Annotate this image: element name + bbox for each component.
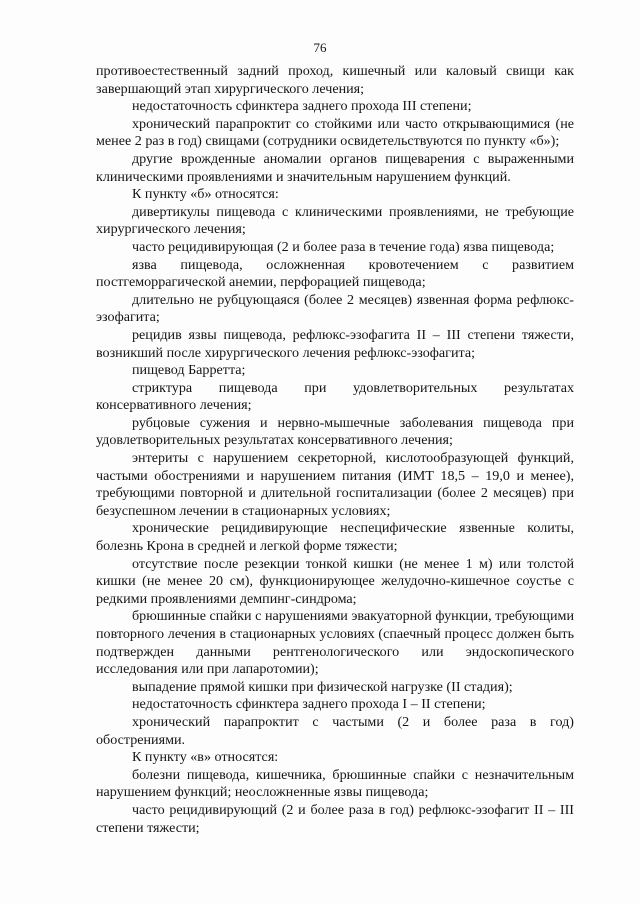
paragraph: пищевод Барретта; xyxy=(132,362,246,379)
paragraph: часто рецидивирующая (2 и более раза в течение года) язва пищевода; xyxy=(132,238,555,255)
paragraph: рецидив язвы пищевода, рефлюкс-эзофагита II – III степени тяжести, возникший после хирургического лечения рефлюкс-эзофагита; xyxy=(96,326,574,361)
paragraph: рубцовые сужения и нервно-мышечные заболевания пищевода при удовлетворительных результатах консервативного лечения; xyxy=(96,414,574,449)
section-heading-v: К пункту «в» относятся: xyxy=(132,749,279,766)
paragraph: хронические рецидивирующие неспецифические язвенные колиты, болезнь Крона в средней и легкой форме тяжести; xyxy=(96,520,574,555)
paragraph: недостаточность сфинктера заднего прохода I – II степени; xyxy=(132,696,486,713)
paragraph: язва пищевода, осложненная кровотечением с развитием постгеморрагической анемии, перфорацией пищевода; xyxy=(96,256,574,291)
paragraph: болезни пищевода, кишечника, брюшинные спайки с незначительным нарушением функций; неосложненные язвы пищевода; xyxy=(96,766,574,801)
page-number: 76 xyxy=(313,40,327,55)
document-body xyxy=(96,63,574,837)
paragraph: другие врожденные аномалии органов пищеварения с выраженными клиническими проявлениями и значительным нарушением функций. xyxy=(96,150,574,185)
paragraph: хронический парапроктит с частыми (2 и более раза в год) обострениями. xyxy=(96,713,574,748)
paragraph: отсутствие после резекции тонкой кишки (не менее 1 м) или толстой кишки (не менее 20 см), функционирующее желудочно-кишечное соустье с редкими проявлениями демпинг-синдрома; xyxy=(96,555,574,607)
paragraph: противоестественный задний проход, кишечный или каловый свищи как завершающий этап хирургического лечения; xyxy=(96,63,574,97)
paragraph: выпадение прямой кишки при физической нагрузке (II стадия); xyxy=(132,678,513,695)
paragraph: стриктура пищевода при удовлетворительных результатах консервативного лечения; xyxy=(96,379,574,414)
section-heading-b: К пункту «б» относятся: xyxy=(132,186,279,203)
paragraph: хронический парапроктит со стойкими или часто открывающимися (не менее 2 раз в год) свищами (сотрудники освидетельствуются по пункту «б»); xyxy=(96,115,574,150)
paragraph: дивертикулы пищевода с клиническими проявлениями, не требующие хирургического лечения; xyxy=(96,203,574,238)
paragraph: недостаточность сфинктера заднего прохода III степени; xyxy=(132,98,472,115)
paragraph: брюшинные спайки с нарушениями эвакуаторной функции, требующими повторного лечения в стационарных условиях (спаечный процесс должен быть подтвержден данными рентгенологического или эндоскопического исследования или при лапаротомии); xyxy=(96,608,574,678)
paragraph: часто рецидивирующий (2 и более раза в год) рефлюкс-эзофагит II – III степени тяжести; xyxy=(96,801,574,836)
paragraph: энтериты с нарушением секреторной, кислотообразующей функций, частыми обострениями и нарушением питания (ИМТ 18,5 – 19,0 и менее), требующими повторной и длительной госпитализации (более 2 месяцев) при безуспешном лечении в стационарных условиях; xyxy=(96,450,574,519)
paragraph: длительно не рубцующаяся (более 2 месяцев) язвенная форма рефлюкс-эзофагита; xyxy=(96,291,574,326)
